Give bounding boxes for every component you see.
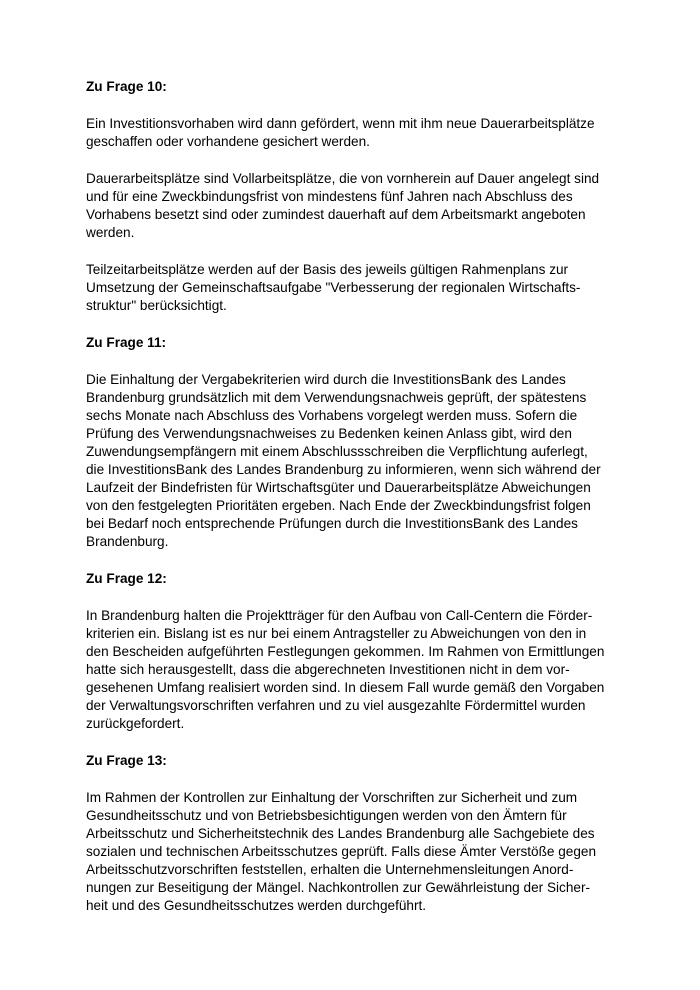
section-frage-10 [86,78,615,315]
section-heading: Zu Frage 10: [86,79,167,94]
section-frage-11 [86,334,615,551]
paragraph: Ein Investitionsvorhaben wird dann gefördert, wenn mit ihm neue Dauerarbeitsplätze geschaffen oder vorhandene gesichert werden. [86,116,595,149]
section-heading: Zu Frage 11: [86,335,167,350]
section-frage-13 [86,752,615,915]
section-frage-12 [86,570,615,733]
document-page [86,78,615,934]
paragraph: Dauerarbeitsplätze sind Vollarbeitsplätze, die von vornherein auf Dauer angelegt sind und für eine Zweckbindungsfrist von mindestens fünf Jahren nach Abschluss des Vorhabens besetzt sind oder zumindest dauerhaft auf dem Arbeitsmarkt angeboten werden. [86,171,600,240]
section-heading: Zu Frage 12: [86,571,167,586]
paragraph: Im Rahmen der Kontrollen zur Einhaltung der Vorschriften zur Sicherheit und zum Gesundheitsschutz und von Betriebsbesichtigungen werden von den Ämtern für Arbeitsschutz und Sicherheitstechnik des Landes Brandenburg alle Sachgebiete des sozialen und technischen Arbeitsschutzes geprüft. Falls diese Ämter Verstöße gegen Arbeitsschutzvorschriften feststellen, erhalten die Unternehmensleitungen Anord- nungen zur Beseitigung der Mängel. Nachkontrollen zur Gewährleistung der Sicher- heit und des Gesundheitsschutzes werden durchgeführt. [86,790,597,913]
paragraph: Die Einhaltung der Vergabekriterien wird durch die InvestitionsBank des Landes Brandenburg grundsätzlich mit dem Verwendungsnachweis geprüft, der spätestens sechs Monate nach Abschluss des Vorhabens vorgelegt werden muss. Sofern die Prüfung des Verwendungsnachweises zu Bedenken keinen Anlass gibt, wird den Zuwendungsempfängern mit einem Abschlussschreiben die Verpflichtung auferlegt, die InvestitionsBank des Landes Brandenburg zu informieren, wenn sich während der Laufzeit der Bindefristen für Wirtschaftsgüter und Dauerarbeitsplätze Abweichungen von den festgelegten Prioritäten ergeben. Nach Ende der Zweckbindungsfrist folgen bei Bedarf noch entsprechende Prüfungen durch die InvestitionsBank des Landes Brandenburg. [86,372,601,549]
paragraph: In Brandenburg halten die Projektträger für den Aufbau von Call-Centern die Förder- kriterien ein. Bislang ist es nur bei einem Antragsteller zu Abweichungen von den in den Bescheiden aufgeführten Festlegungen gekommen. Im Rahmen von Ermittlungen hatte sich herausgestellt, dass die abgerechneten Investitionen nicht in dem vor- gesehenen Umfang realisiert worden sind. In diesem Fall wurde gemäß den Vorgaben der Verwaltungsvorschriften verfahren und zu viel ausgezahlte Fördermittel wurden zurückgefordert. [86,608,605,731]
paragraph: Teilzeitarbeitsplätze werden auf der Basis des jeweils gültigen Rahmenplans zur Umsetzung der Gemeinschaftsaufgabe "Verbesserung der regionalen Wirtschafts- struktur" berücksichtigt. [86,262,581,313]
section-heading: Zu Frage 13: [86,753,167,768]
